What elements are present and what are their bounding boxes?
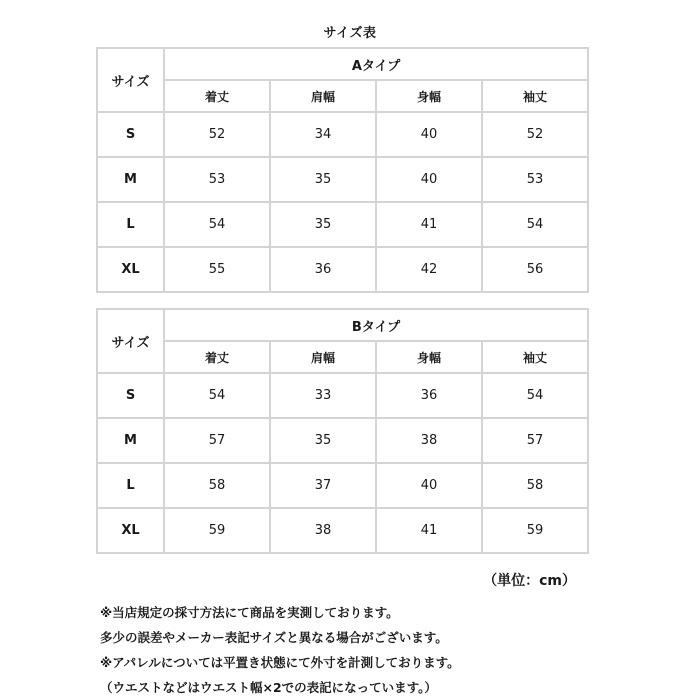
size-label: S bbox=[97, 373, 164, 418]
column-header-length: 着丈 bbox=[164, 341, 270, 373]
value-cell: 40 bbox=[376, 157, 482, 202]
unit-label: （単位：cm） bbox=[483, 573, 576, 589]
value-cell: 56 bbox=[482, 247, 588, 292]
value-cell: 36 bbox=[270, 247, 376, 292]
value-cell: 38 bbox=[376, 418, 482, 463]
size-header-cell: サイズ bbox=[97, 48, 164, 112]
size-label: M bbox=[97, 418, 164, 463]
page-title: サイズ表 bbox=[323, 26, 377, 41]
value-cell: 54 bbox=[482, 202, 588, 247]
column-header-width: 身幅 bbox=[376, 341, 482, 373]
value-cell: 40 bbox=[376, 112, 482, 157]
value-cell: 37 bbox=[270, 463, 376, 508]
value-cell: 57 bbox=[482, 418, 588, 463]
size-label: L bbox=[97, 202, 164, 247]
table-row bbox=[97, 463, 588, 508]
value-cell: 42 bbox=[376, 247, 482, 292]
notes bbox=[100, 600, 660, 700]
table-row bbox=[97, 373, 588, 418]
size-label: S bbox=[97, 112, 164, 157]
value-cell: 52 bbox=[164, 112, 270, 157]
table-row bbox=[97, 418, 588, 463]
table-row bbox=[97, 508, 588, 553]
size-header-cell: サイズ bbox=[97, 309, 164, 373]
column-header-length: 着丈 bbox=[164, 80, 270, 112]
note-line: 多少の誤差やメーカー表記サイズと異なる場合がございます。 bbox=[100, 630, 448, 645]
value-cell: 41 bbox=[376, 202, 482, 247]
value-cell: 35 bbox=[270, 157, 376, 202]
column-header-shoulder: 肩幅 bbox=[270, 80, 376, 112]
value-cell: 35 bbox=[270, 418, 376, 463]
size-table-a bbox=[96, 47, 589, 293]
value-cell: 53 bbox=[164, 157, 270, 202]
value-cell: 54 bbox=[164, 202, 270, 247]
type-label: Bタイプ bbox=[164, 309, 588, 341]
size-label: XL bbox=[97, 247, 164, 292]
size-table-b bbox=[96, 308, 589, 554]
table-row bbox=[97, 112, 588, 157]
size-label: M bbox=[97, 157, 164, 202]
value-cell: 55 bbox=[164, 247, 270, 292]
size-label: XL bbox=[97, 508, 164, 553]
value-cell: 35 bbox=[270, 202, 376, 247]
value-cell: 41 bbox=[376, 508, 482, 553]
note-line: ※アパレルについては平置き状態にて外寸を計測しております。 bbox=[100, 655, 460, 670]
value-cell: 38 bbox=[270, 508, 376, 553]
type-label: Aタイプ bbox=[164, 48, 588, 80]
value-cell: 34 bbox=[270, 112, 376, 157]
value-cell: 53 bbox=[482, 157, 588, 202]
table-row bbox=[97, 247, 588, 292]
value-cell: 58 bbox=[482, 463, 588, 508]
column-header-sleeve: 袖丈 bbox=[482, 341, 588, 373]
note-line: （ウエストなどはウエスト幅×2での表記になっています。） bbox=[100, 680, 437, 695]
column-header-width: 身幅 bbox=[376, 80, 482, 112]
value-cell: 40 bbox=[376, 463, 482, 508]
note-line: ※当店規定の採寸方法にて商品を実測しております。 bbox=[100, 605, 399, 620]
value-cell: 59 bbox=[482, 508, 588, 553]
value-cell: 54 bbox=[164, 373, 270, 418]
value-cell: 59 bbox=[164, 508, 270, 553]
value-cell: 54 bbox=[482, 373, 588, 418]
value-cell: 57 bbox=[164, 418, 270, 463]
value-cell: 58 bbox=[164, 463, 270, 508]
value-cell: 33 bbox=[270, 373, 376, 418]
value-cell: 52 bbox=[482, 112, 588, 157]
column-header-sleeve: 袖丈 bbox=[482, 80, 588, 112]
table-row bbox=[97, 202, 588, 247]
size-label: L bbox=[97, 463, 164, 508]
value-cell: 36 bbox=[376, 373, 482, 418]
table-row bbox=[97, 157, 588, 202]
column-header-shoulder: 肩幅 bbox=[270, 341, 376, 373]
